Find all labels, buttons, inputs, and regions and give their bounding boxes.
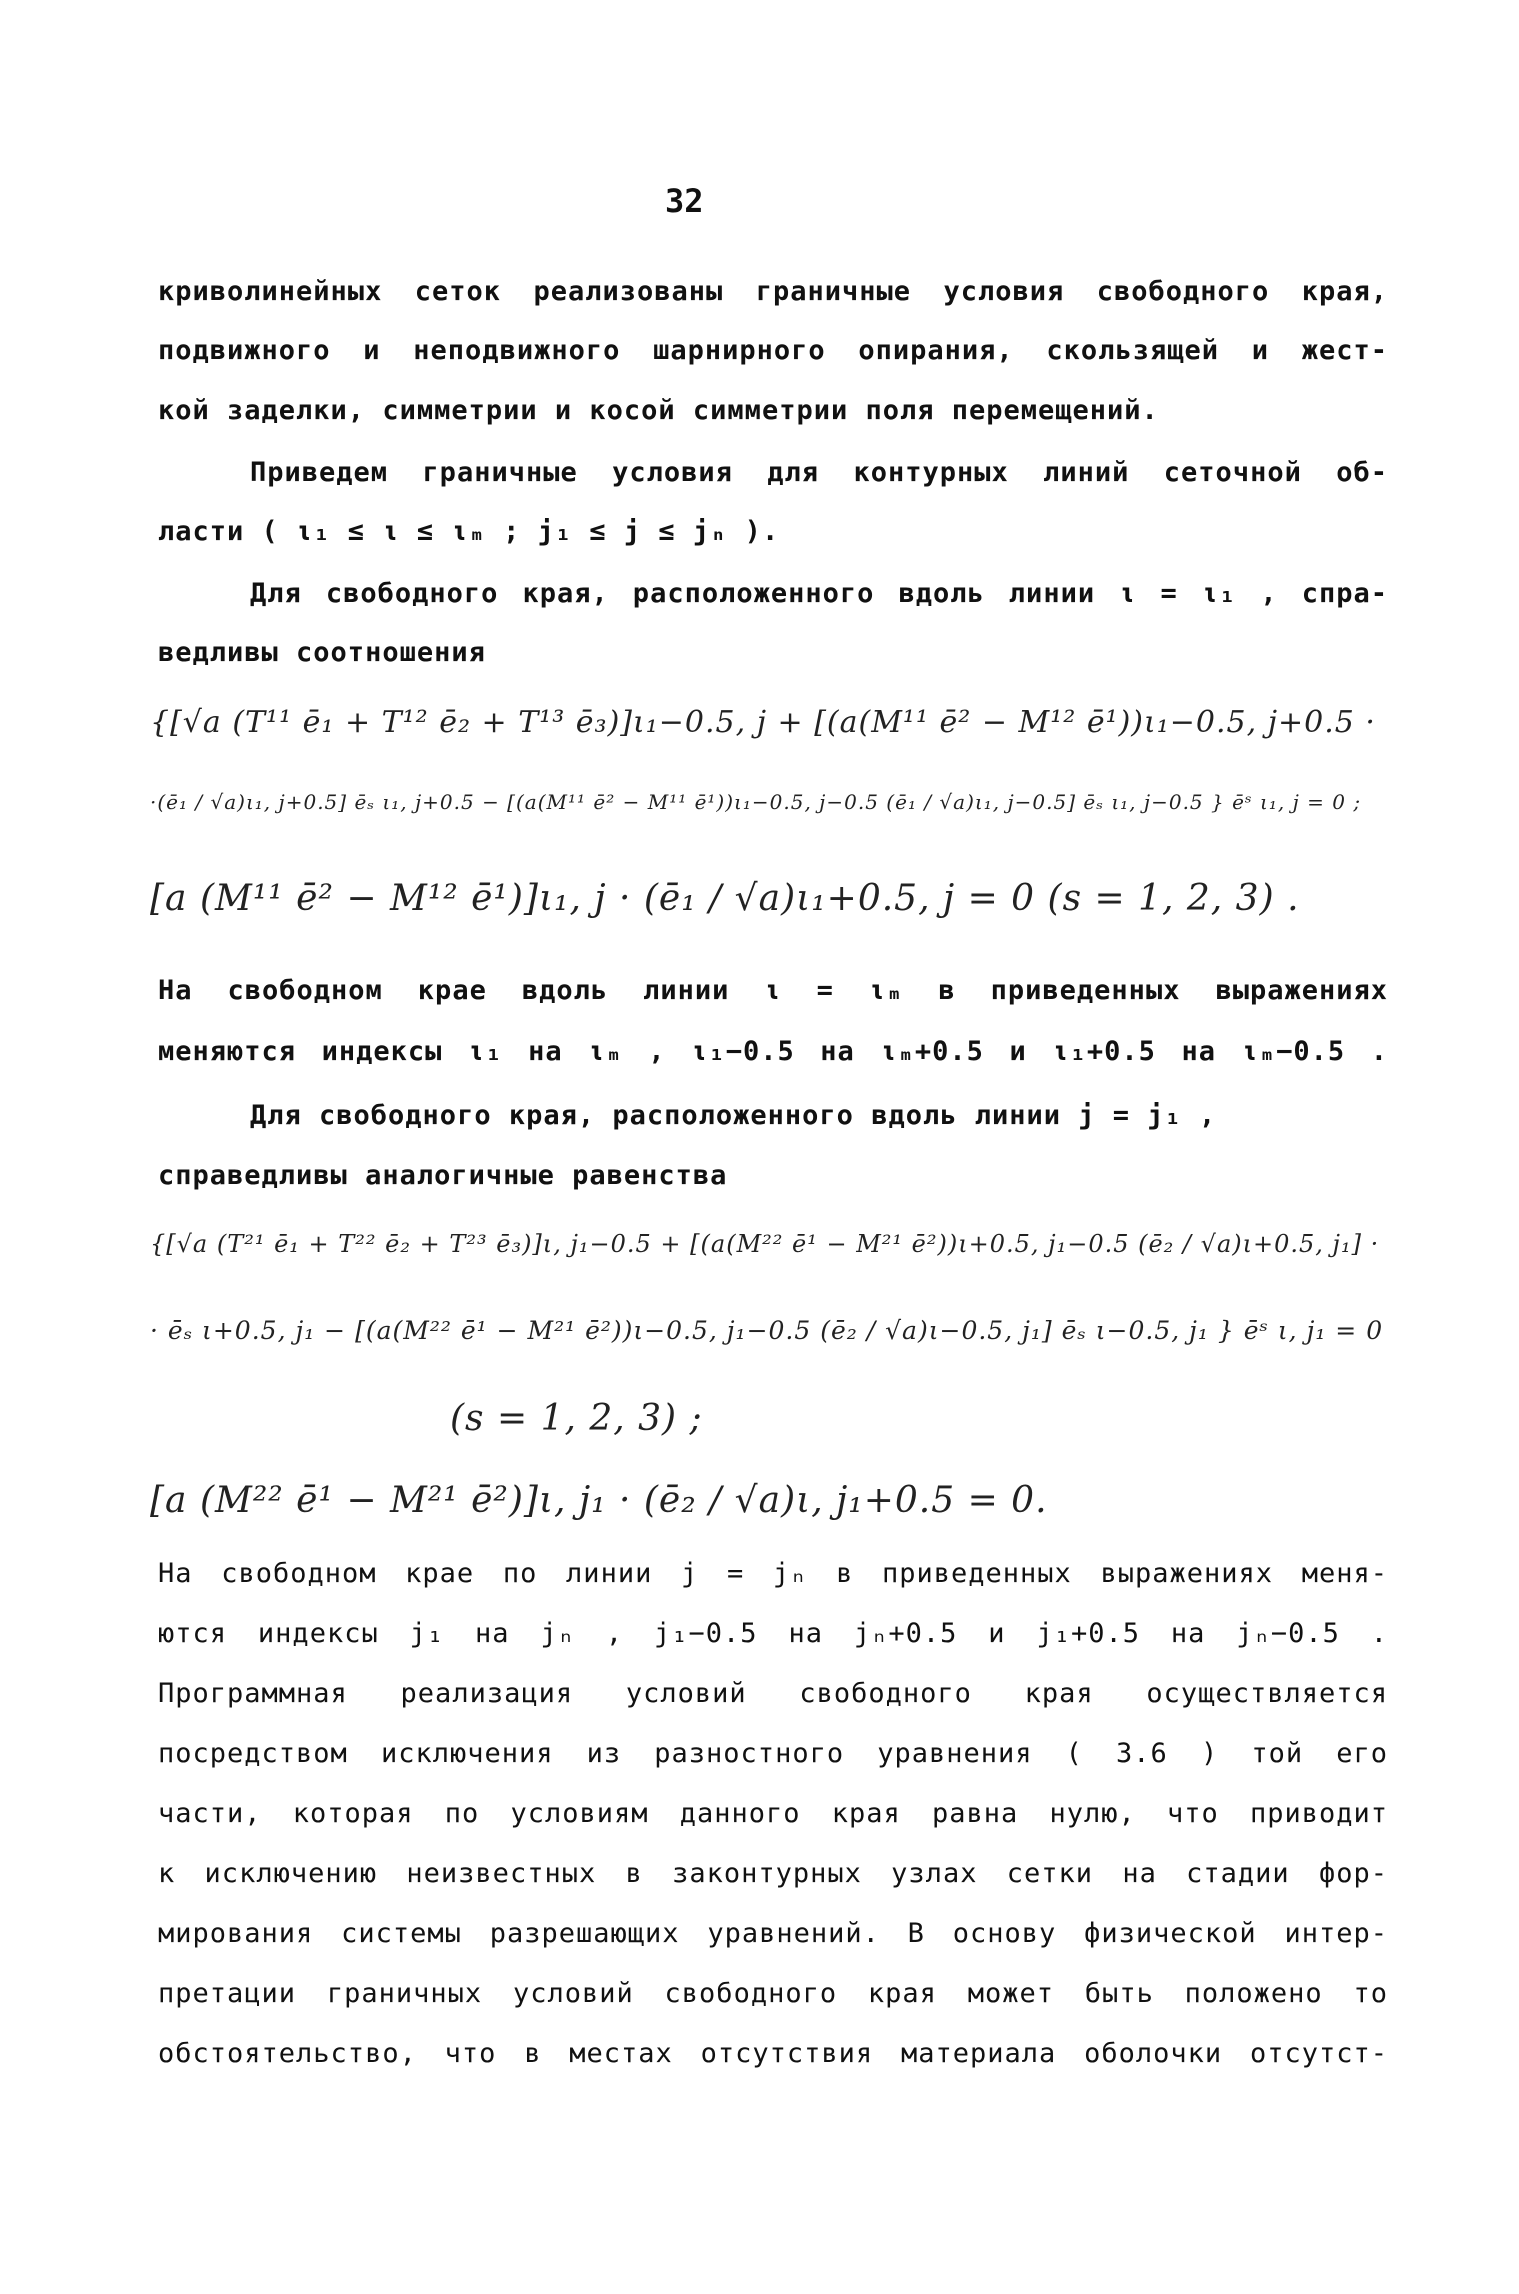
text-line: ласти ( ι₁ ≤ ι ≤ ιₘ ; j₁ ≤ j ≤ jₙ ). [158, 516, 780, 547]
text-line: меняются индексы ι₁ на ιₘ , ι₁−0.5 на ιₘ+0.5 и ι₁+0.5 на ιₘ−0.5 . [158, 1036, 1388, 1067]
text-line: Для свободного края, расположенного вдоль линии ι = ι₁ , спра- [250, 578, 1388, 609]
text-line: Приведем граничные условия для контурных линий сеточной об- [250, 457, 1388, 488]
text-line: На свободном крае по линии j = jₙ в приведенных выражениях меня- [158, 1558, 1388, 1589]
page-number: 32 [665, 182, 704, 220]
formula-line: [a (M²² ē¹ − M²¹ ē²)]ι, j₁ · (ē₂ / √a)ι, j₁+0.5 = 0. [150, 1480, 1048, 1521]
text-line: обстоятельство, что в местах отсутствия материала оболочки отсутст- [158, 2038, 1388, 2069]
formula-line: · ēₛ ι+0.5, j₁ − [(a(M²² ē¹ − M²¹ ē²))ι−0.5, j₁−0.5 (ē₂ / √a)ι−0.5, j₁] ēₛ ι−0.5, j₁ } ēˢ ι, j₁ = 0 [150, 1316, 1384, 1345]
formula-line: ·(ē₁ / √a)ι₁, j+0.5] ēₛ ι₁, j+0.5 − [(a(M¹¹ ē² − M¹¹ ē¹))ι₁−0.5, j−0.5 (ē₁ / √a)ι₁, j−0.5] ēₛ ι₁, j−0.5 } ēˢ ι₁, j = 0 ; [150, 790, 1362, 814]
formula-line: {[√a (T¹¹ ē₁ + T¹² ē₂ + T¹³ ē₃)]ι₁−0.5, j + [(a(M¹¹ ē² − M¹² ē¹))ι₁−0.5, j+0.5 · [150, 705, 1376, 740]
text-line: криволинейных сеток реализованы граничные условия свободного края, [158, 276, 1388, 307]
text-line: Программная реализация условий свободного края осуществляется [158, 1678, 1388, 1709]
formula-line: {[√a (T²¹ ē₁ + T²² ē₂ + T²³ ē₃)]ι, j₁−0.5 + [(a(M²² ē¹ − M²¹ ē²))ι+0.5, j₁−0.5 (ē₂ / √a)ι+0.5, j₁] · [150, 1230, 1380, 1258]
text-line: Для свободного края, расположенного вдоль линии j = j₁ , [250, 1100, 1217, 1131]
text-line: к исключению неизвестных в законтурных узлах сетки на стадии фор- [158, 1858, 1388, 1889]
text-line: части, которая по условиям данного края равна нулю, что приводит [158, 1798, 1388, 1829]
text-line: кой заделки, симметрии и косой симметрии поля перемещений. [158, 395, 1159, 426]
text-line: претации граничных условий свободного края может быть положено то [158, 1978, 1388, 2009]
text-line: посредством исключения из разностного уравнения ( 3.6 ) той его [158, 1738, 1388, 1769]
formula-line: [a (M¹¹ ē² − M¹² ē¹)]ι₁, j · (ē₁ / √a)ι₁+0.5, j = 0 (s = 1, 2, 3) . [150, 878, 1300, 919]
text-line: мирования системы разрешающих уравнений. В основу физической интер- [158, 1918, 1388, 1949]
text-line: На свободном крае вдоль линии ι = ιₘ в приведенных выражениях [158, 975, 1388, 1006]
text-line: ются индексы j₁ на jₙ , j₁−0.5 на jₙ+0.5 и j₁+0.5 на jₙ−0.5 . [158, 1618, 1388, 1649]
formula-line: (s = 1, 2, 3) ; [450, 1398, 703, 1439]
text-line: справедливы аналогичные равенства [158, 1160, 728, 1191]
text-line: ведливы соотношения [158, 637, 486, 668]
text-line: подвижного и неподвижного шарнирного опирания, скользящей и жест- [158, 335, 1388, 366]
